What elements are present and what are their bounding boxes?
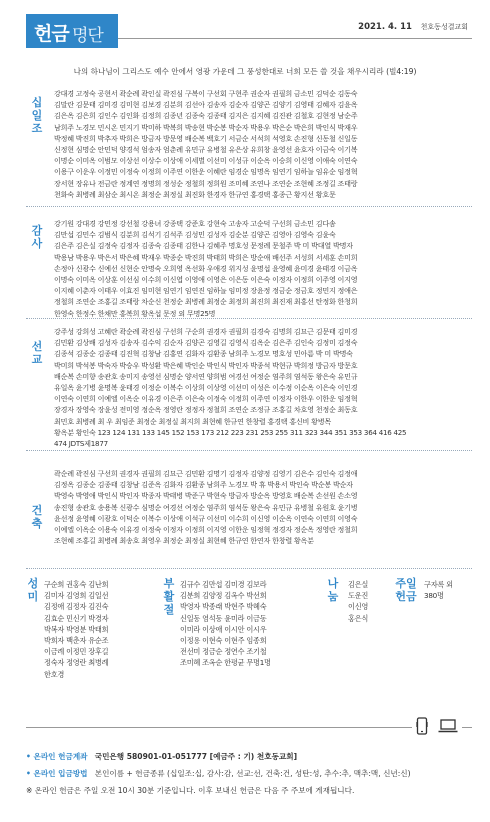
names-line: 김정애 김정자 김진숙 [44, 602, 109, 612]
names-line: 이지혜 이춘자 이태우 이효진 임미현 임연기 임연진 임하늘 임미정 장윤정 정금순 정금호 정민지 정애은 [54, 286, 358, 296]
names-line: 이정용 이현숙 이현주 임종희 [180, 636, 267, 646]
section-divider [26, 568, 472, 569]
page-title-box [26, 14, 118, 48]
laptop-icon [438, 719, 458, 733]
names-line: 박영숙 박영애 박인식 박인자 박종자 박태병 박준구 박현숙 방금자 방순옥 방영호 배순복 손선원 손소영 [54, 491, 358, 501]
names-line: 박복자 박영분 박태희 [44, 624, 109, 634]
account-row [26, 748, 411, 765]
names-line: 이명순 이미옥 이범모 이상선 이상수 이상애 이세별 이선미 이성규 이순옥 이승희 이신영 이애숙 이연숙 [54, 156, 358, 166]
names-line: 이용구 이운우 이정민 이정숙 이정희 이주연 이한운 이혜란 임경순 임명옥 임연기 임하늘 임유순 임정혁 [54, 167, 358, 177]
church-name: 천호동성결교회 [420, 23, 468, 31]
section-label: 나 눔 [327, 577, 339, 603]
device-icons [412, 716, 462, 736]
account-value: 국민은행 580901-01-051777 [예금주 : 기) 천호동교회] [94, 752, 298, 761]
names-line: 김분희 김양정 김옥수 박선희 [180, 591, 267, 601]
section-label: 주일 헌금 [395, 577, 417, 603]
section-label: 감 사 [31, 224, 43, 250]
names-line: 강기원 강대경 강민정 강선철 강용녀 강종택 강준호 강현숙 고송자 고순덕 구선희 금소민 김다솜 [54, 219, 336, 228]
names-line: 한영숙 한정수 한채만 홍복희 황옥섭 문정 외 무명25명 [54, 308, 216, 318]
names-line: 도운진 [348, 591, 369, 601]
names-line: 정숙자 정영란 최병례 [44, 658, 109, 668]
names-line: 김은실 [348, 580, 369, 589]
names-line: 박영자 박종래 박현주 박혜숙 [180, 602, 267, 612]
names-line: 474 JDTS제1877 [54, 439, 108, 449]
notice-text: ※ 온라인 헌금은 주일 오전 10시 30분 기준입니다. 이후 보내신 헌금은 다음 주 주보에 게재됩니다. [26, 786, 355, 795]
names-line: 김은옥 김은희 김인수 김인화 김정희 김종년 김종숙 김종태 김지은 김지혜 김진관 김철호 김현정 남순주 [54, 111, 358, 121]
names-line: 황옥분 황인숙 123 124 131 133 145 152 153 173 212 223 231 253 255 311 323 344 351 353 364 416 425 [54, 427, 407, 437]
names-line: 한호경 [44, 669, 65, 679]
section-names [54, 468, 472, 546]
names-line: 이연숙 이연희 이예엘 이옥순 이유경 이은주 이은숙 이정숙 이정희 이주연 이정자 이한우 이한운 임정혁 [54, 394, 358, 404]
names-line: 이신영 [348, 602, 369, 612]
names-line: 김미자 김영희 김일선 [44, 591, 109, 601]
bottom-offerings [26, 577, 472, 717]
date-row [358, 22, 468, 32]
section-divider [26, 450, 472, 451]
section-names [348, 579, 368, 624]
bible-verse: 나의 하나님이 그리스도 예수 안에서 영광 가운데 그 풍성한대로 너희 모든 쓸 것을 채우시리라 (빌4:19) [73, 67, 417, 76]
section-label: 선 교 [31, 340, 43, 366]
names-line: 손정아 신광수 신예선 신현순 안명숙 오희영 옥선화 우애경 위지성 윤명섭 윤영혜 윤미경 윤태경 이금옥 [54, 263, 358, 273]
section-names [54, 88, 472, 200]
names-line: 김규수 김만섭 김미경 김보라 [180, 580, 267, 589]
names-line: 김정옥 김종순 김종태 김창남 김준옥 김화자 김환종 남희주 노경모 박 휴 박용서 박인숙 박순봉 박순자 [54, 480, 353, 490]
section-names [424, 579, 453, 601]
names-line: 최민호 최병례 최 우 최임준 최정순 최정실 최지희 최현혜 한규연 한창렬 홍경택 홍신비 황병목 [54, 416, 331, 426]
account-label: • 온라인 헌금계좌 [26, 752, 88, 761]
names-line: 김은주 김은실 김정숙 김정자 김종숙 김종태 김한나 김혜주 명호성 문정례 문철주 박 미 박대열 박명자 [54, 241, 353, 251]
section-names [180, 579, 271, 669]
section-names [54, 218, 472, 319]
names-line: 전선미 정금순 정연수 조기철 [180, 647, 267, 657]
names-line: 신일동 염석동 윤미라 이금동 [180, 613, 267, 623]
names-line: 박미희 박석봉 박숙자 박승우 박성환 박은혜 박인순 박인식 박인자 박종석 박현규 박희정 방금자 방문호 [54, 360, 358, 370]
names-line: 380명 [424, 591, 444, 601]
names-line: 정철희 조연순 조홍길 조태랑 차순신 천정순 최병례 최정순 최정희 최진희 최진재 최홍선 탄정화 한청희 [54, 297, 358, 307]
names-line: 박정혜 박진희 박추자 박희은 방금자 방문영 배순복 백호기 서금순 서석희 석영호 손진형 신동철 신일동 [54, 133, 358, 143]
names-line: 유일옥 윤기병 윤명복 윤태경 이정순 이복수 이상희 이상영 이선미 이성은 이수정 이순옥 이은숙 이인경 [54, 383, 358, 393]
names-line: 조현혜 조홍길 최병례 최송호 최영우 최정순 최정실 최현혜 한규연 한연자 한창렬 황옥분 [54, 536, 314, 546]
method-value: 본인이름 + 헌금종류 (십일조:십, 감사:감, 선교:선, 건축:건, 성탄:성, 추수:추, 맥추:맥, 신년:신) [94, 769, 411, 778]
names-line: 김말란 김문태 김미경 김미현 김보경 김분희 김선아 김송자 김순자 김양곤 김양기 김영태 김혜자 김윤옥 [54, 100, 358, 110]
section-label: 성 미 [27, 577, 39, 603]
names-line: 박희자 백춘자 유순조 [44, 636, 109, 646]
names-line: 천화숙 최병례 최삼순 최시온 최정순 최정실 최진화 한경자 한규연 홍경택 홍종근 황지선 황호문 [54, 189, 336, 199]
section-label: 건 축 [31, 504, 43, 530]
method-label: • 온라인 입금방법 [26, 769, 88, 778]
section-divider [26, 318, 472, 319]
section-label: 십 일 조 [31, 96, 43, 135]
method-row [26, 765, 411, 782]
names-line: 김효순 민신기 박경자 [44, 613, 109, 623]
names-line: 김만섭 김민수 김범식 김분희 김석기 김석주 김성민 김성자 김순분 김양곤 김영아 김영숙 김윤숙 [54, 230, 336, 240]
names-line: 강주성 강희성 고혜란 곽순례 곽진심 구선희 구순희 권경자 권필희 김경숙 김명희 김묘근 김문태 김미경 [54, 327, 358, 336]
names-line: 윤선정 윤영혜 이광호 이덕순 이복수 이상애 이석규 이선미 이수희 이신영 이순옥 이연숙 이연희 이영숙 [54, 513, 358, 523]
names-line: 김민환 김상배 김성자 김송자 김수익 김순자 김양곤 김영길 김영식 김옥순 김은주 김인숙 김정미 김정숙 [54, 338, 358, 348]
page-title-bold: 헌금 [34, 23, 69, 45]
names-line: 송진형 송관호 송용복 신광수 심명순 여경선 여정순 염주희 염석동 왕은숙 유민규 유병철 유원호 윤기병 [54, 502, 358, 512]
names-line: 강대경 고정숙 공현서 곽순례 곽인실 곽진심 구복이 구선회 구현주 권순자 권필희 금소민 김덕순 김동숙 [54, 89, 358, 98]
names-line: 박용남 박용우 박은서 박은혜 박재우 박종순 박진희 박태희 박희은 방순애 배선주 서성희 서세훈 손미희 [54, 252, 358, 262]
names-line: 구자록 외 [424, 580, 453, 589]
names-line: 조미혜 조옥순 한평균 무명1명 [180, 658, 271, 668]
online-offering-info [26, 748, 411, 799]
names-line: 이명숙 이미옥 이상훈 이선심 이수희 이신엽 이영애 이영은 이은동 이은숙 이정자 이정희 이주영 이지영 [54, 275, 358, 285]
names-line: 홍은식 [348, 613, 369, 623]
mobile-phone-icon [416, 717, 428, 735]
names-line: 김종석 김종순 김종태 김진혁 김창남 김홍연 김화자 김환종 남희주 노경모 명호성 민아름 박 미 박명숙 [54, 349, 353, 359]
section-names [54, 326, 472, 449]
names-line: 배순복 손미향 송관호 송미지 송영선 심명순 양서연 양희범 여경선 여정순 염주희 염석동 왕은숙 유민규 [54, 371, 358, 381]
names-line: 이금례 이정민 장후길 [44, 647, 109, 657]
names-line: 이예엘 이옥순 이용숙 이유경 이정숙 이정자 이정희 이지영 이한운 임정혁 정경자 정순옥 정영란 정철희 [54, 525, 358, 535]
section-divider [26, 206, 472, 207]
names-line: 남희주 노경모 민시온 민지기 박미하 박복희 박송현 박순봉 박순자 박용우 박은순 박은희 박인식 박재우 [54, 122, 358, 132]
section-names [44, 579, 108, 680]
names-line: 구순희 권홍숙 김난희 [44, 580, 109, 589]
names-line: 이미라 이상애 이시안 이시우 [180, 624, 267, 634]
date-text: 2021. 4. 11 [358, 22, 412, 32]
names-line: 곽순례 곽진심 구선희 권경자 권필희 김묘근 김민환 김명기 김정자 김양정 김영기 김은수 김인숙 김정애 [54, 469, 358, 478]
header-divider [118, 38, 472, 39]
bottom-divider [26, 727, 472, 728]
section-label: 부 활 절 [163, 577, 175, 616]
names-line: 장경자 장영숙 장윤성 전미영 정순옥 정영란 정정자 정철희 조연순 조정규 조홍길 차호영 천정순 최동호 [54, 405, 358, 415]
names-line: 장서현 장유나 전금란 정계연 정명희 정성순 정철희 정희원 조미혜 조연나 조연순 조현혜 조정길 조태랑 [54, 178, 358, 188]
page-title-light: 명단 [72, 26, 103, 46]
names-line: 신정현 심명순 안민덕 양경석 엄송자 엄춘례 유민규 유병철 유은상 유희창 윤영선 윤호자 이금숙 이기복 [54, 145, 358, 155]
